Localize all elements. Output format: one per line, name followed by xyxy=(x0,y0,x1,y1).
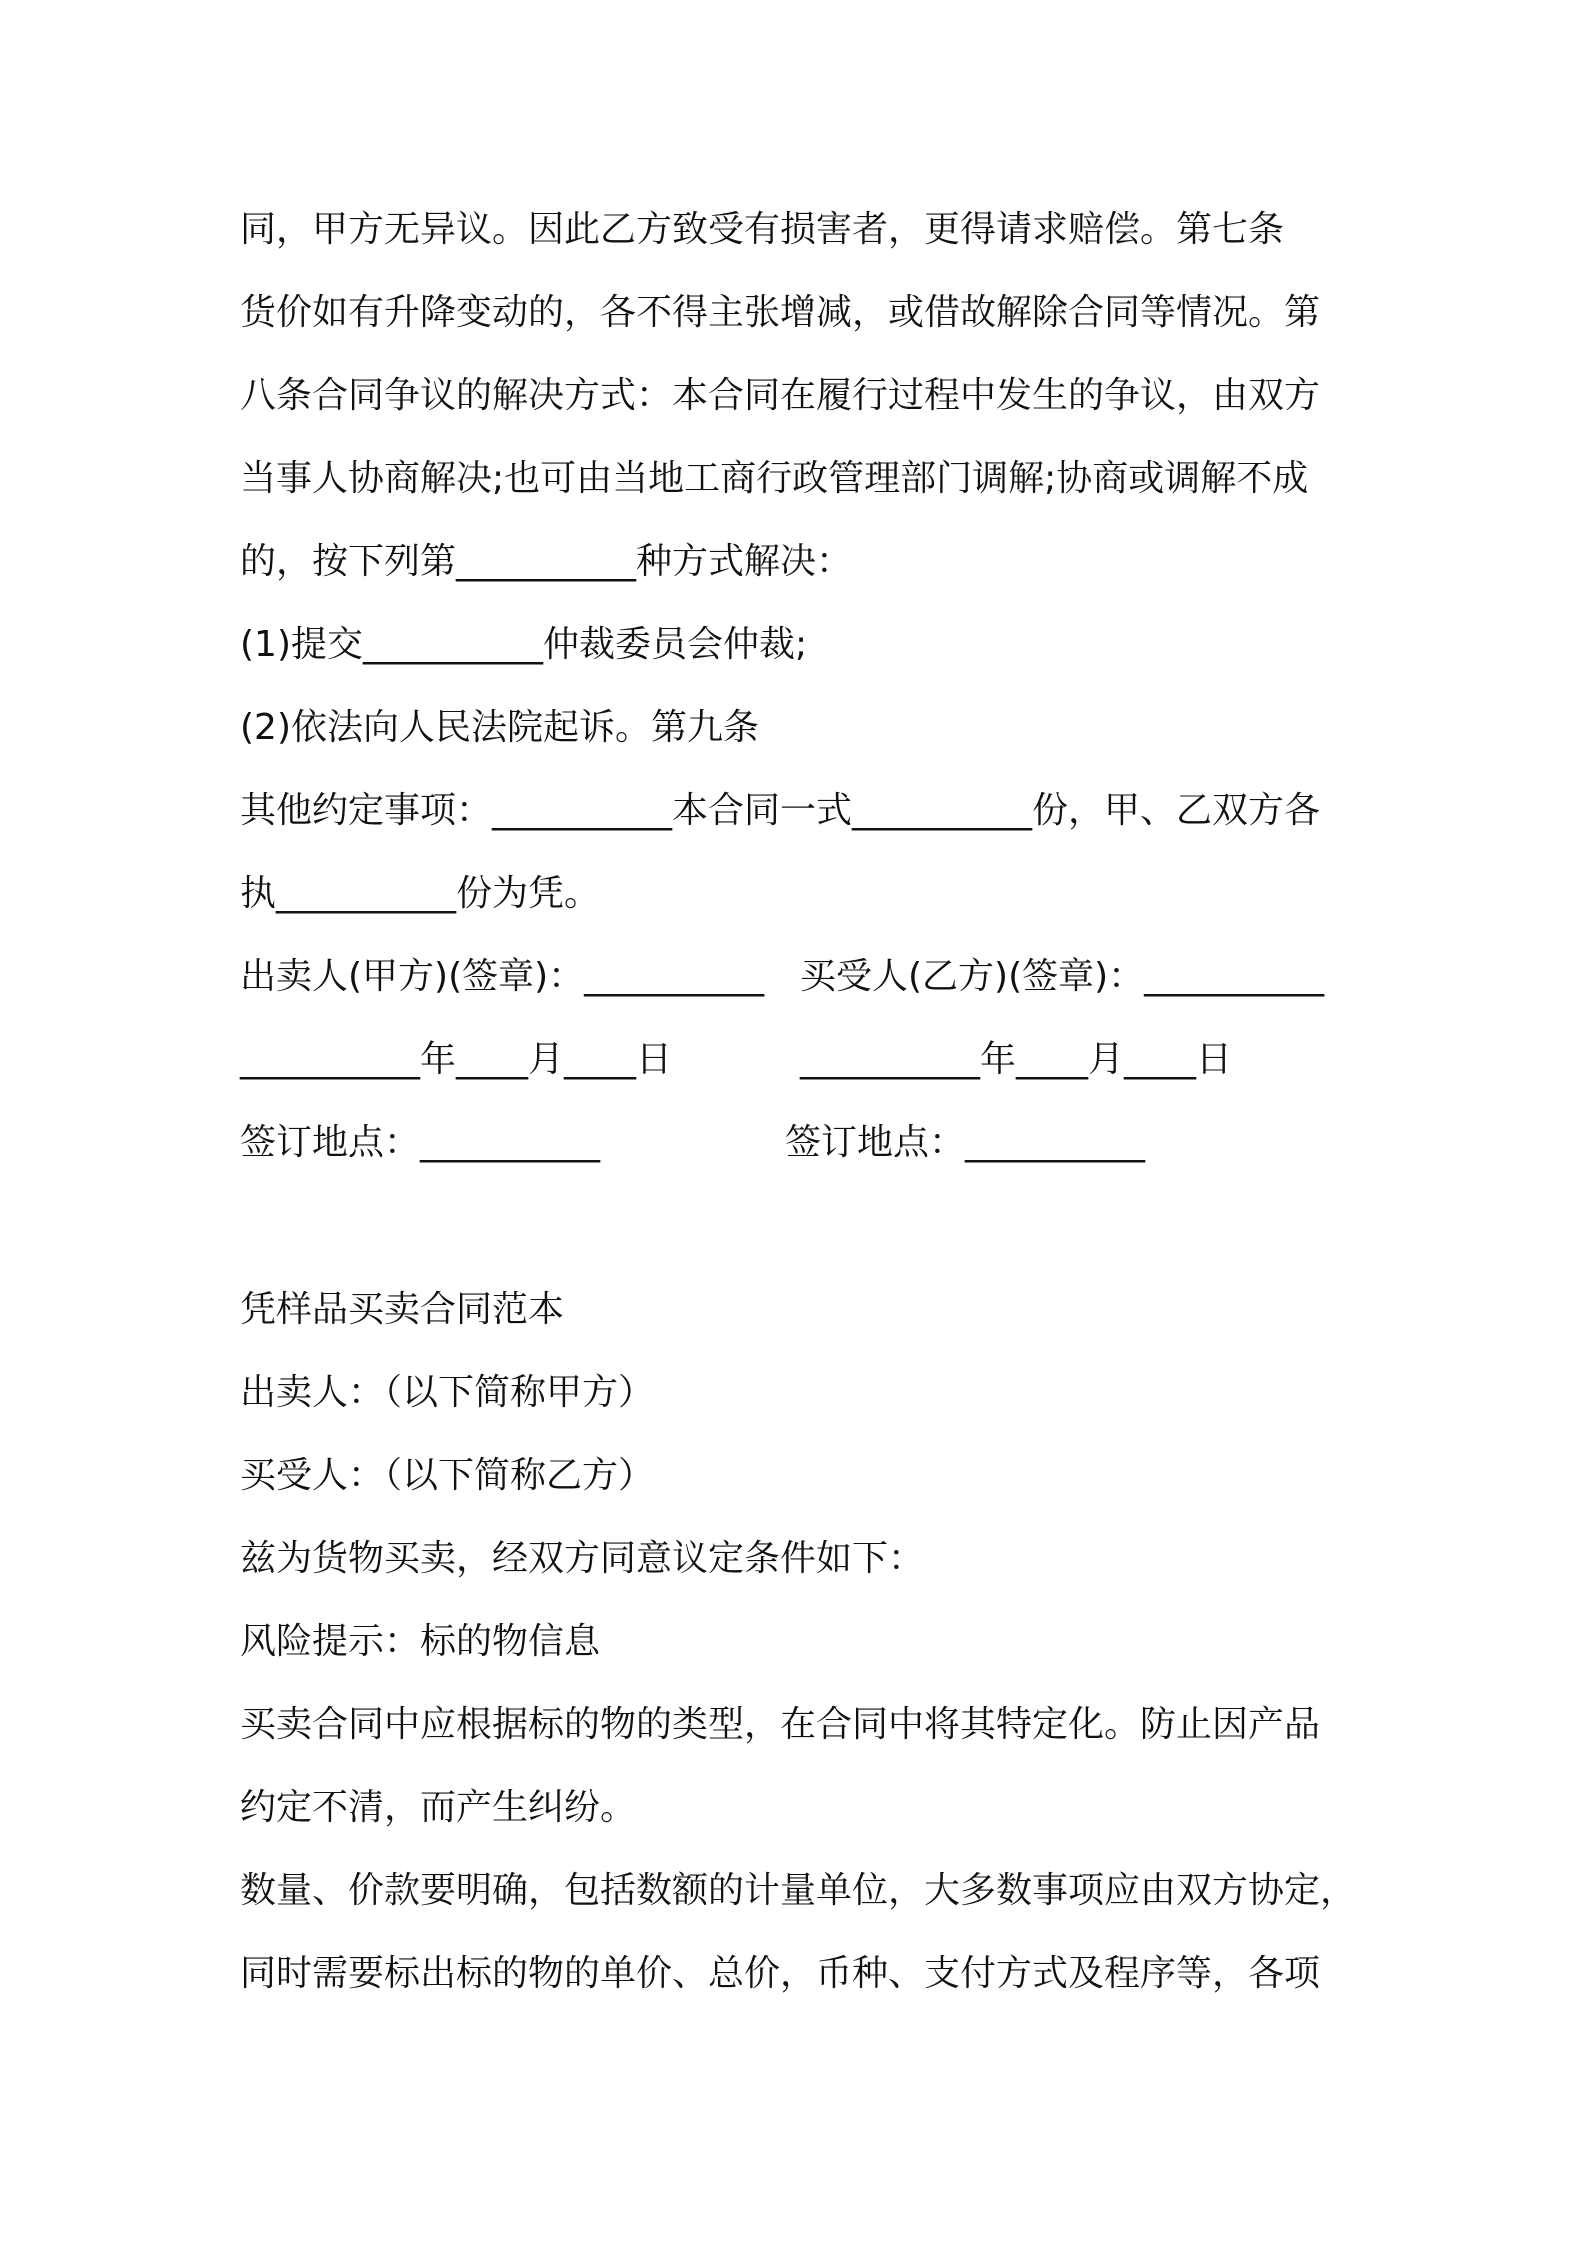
paragraph-line: 约定不清，而产生纠纷。 xyxy=(240,1787,637,1828)
paragraph-line: 兹为货物买卖，经双方同意议定条件如下： xyxy=(240,1538,925,1579)
paragraph-line: 买卖合同中应根据标的物的类型，在合同中将其特定化。防止因产品 xyxy=(240,1704,1321,1745)
seller-signature: 出卖人(甲方)(签章)：__________ xyxy=(240,956,765,997)
paragraph-line: 数量、价款要明确，包括数额的计量单位，大多数事项应由双方协定， xyxy=(240,1870,1357,1911)
buyer-place: 签订地点：__________ xyxy=(785,1122,1146,1163)
paragraph-line: (1)提交__________仲裁委员会仲裁; xyxy=(240,624,808,665)
paragraph-line: 出卖人：（以下简称甲方） xyxy=(240,1372,655,1413)
paragraph-line: 的，按下列第__________种方式解决： xyxy=(240,541,853,582)
document-page xyxy=(240,0,1360,2244)
paragraph-line: 八条合同争议的解决方式：本合同在履行过程中发生的争议，由双方 xyxy=(240,375,1321,416)
paragraph-line: 买受人：（以下简称乙方） xyxy=(240,1455,655,1496)
paragraph-line: 同，甲方无异议。因此乙方致受有损害者，更得请求赔偿。第七条 xyxy=(240,209,1285,250)
paragraph-line: 同时需要标出标的物的单价、总价，币种、支付方式及程序等，各项 xyxy=(240,1953,1321,1994)
seller-place: 签订地点：__________ xyxy=(240,1122,601,1163)
paragraph-line: (2)依法向人民法院起诉。第九条 xyxy=(240,707,759,748)
section-title: 凭样品买卖合同范本 xyxy=(240,1289,565,1330)
paragraph-line: 其他约定事项：__________本合同一式__________份，甲、乙双方各 xyxy=(240,790,1321,831)
paragraph-line: 风险提示：标的物信息 xyxy=(240,1621,601,1662)
buyer-date: __________年____月____日 xyxy=(800,1039,1232,1080)
paragraph-line: 当事人协商解决;也可由当地工商行政管理部门调解;协商或调解不成 xyxy=(240,458,1309,499)
seller-date: __________年____月____日 xyxy=(240,1039,672,1080)
buyer-signature: 买受人(乙方)(签章)：__________ xyxy=(800,956,1325,997)
paragraph-line: 执__________份为凭。 xyxy=(240,873,601,914)
paragraph-line: 货价如有升降变动的，各不得主张增减，或借故解除合同等情况。第 xyxy=(240,292,1321,333)
